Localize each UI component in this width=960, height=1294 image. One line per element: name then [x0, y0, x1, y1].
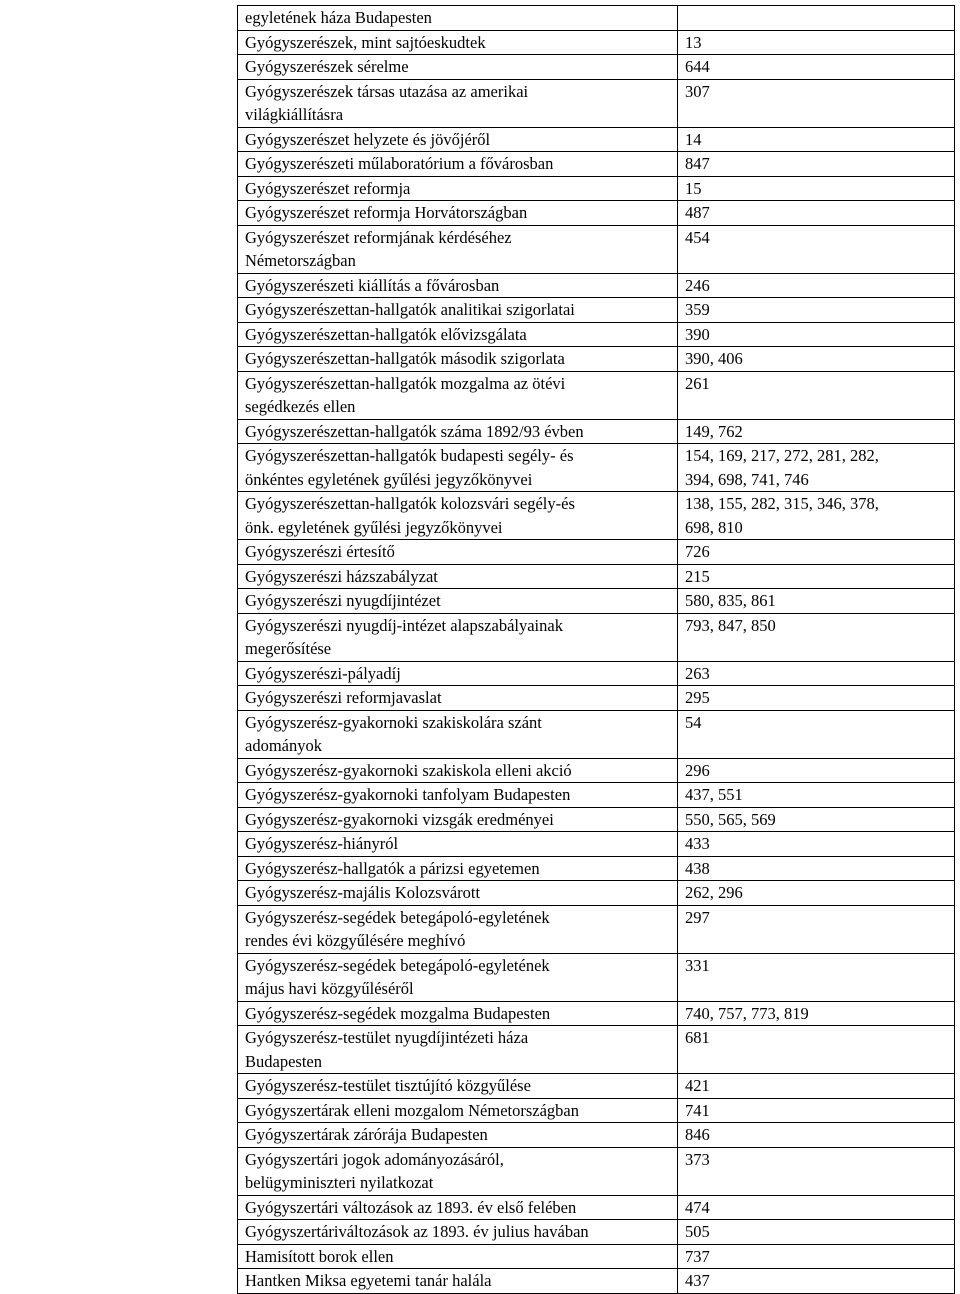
entry-pages: 154, 169, 217, 272, 281, 282, 394, 698, 741, 746 [678, 444, 955, 492]
entry-pages: 433 [678, 832, 955, 857]
entry-pages: 740, 757, 773, 819 [678, 1001, 955, 1026]
entry-title: Gyógyszerészet reformja [238, 176, 678, 201]
entry-pages: 149, 762 [678, 419, 955, 444]
table-row [238, 613, 955, 661]
table-row [238, 176, 955, 201]
entry-pages: 550, 565, 569 [678, 807, 955, 832]
entry-pages: 505 [678, 1220, 955, 1245]
entry-pages: 295 [678, 686, 955, 711]
table-row [238, 758, 955, 783]
entry-title: Gyógyszertáriváltozások az 1893. év julius havában [238, 1220, 678, 1245]
entry-title: Gyógyszerészet reformja Horvátországban [238, 201, 678, 226]
table-row [238, 419, 955, 444]
table-row [238, 953, 955, 1001]
entry-pages: 262, 296 [678, 881, 955, 906]
entry-title: Gyógyszerészi házszabályzat [238, 564, 678, 589]
entry-pages: 390 [678, 322, 955, 347]
table-row [238, 1123, 955, 1148]
entry-title: Gyógyszertárak zárórája Budapesten [238, 1123, 678, 1148]
entry-pages: 847 [678, 152, 955, 177]
table-row [238, 881, 955, 906]
table-row [238, 1220, 955, 1245]
entry-title: Gyógyszerész-hallgatók a párizsi egyetemen [238, 856, 678, 881]
entry-title: Gyógyszerész-segédek betegápoló-egyletének május havi közgyűléséről [238, 953, 678, 1001]
entry-pages: 421 [678, 1074, 955, 1099]
entry-pages: 454 [678, 225, 955, 273]
table-row [238, 807, 955, 832]
entry-title: Gyógyszerészet helyzete és jövőjéről [238, 127, 678, 152]
table-row [238, 79, 955, 127]
table-row [238, 905, 955, 953]
table-row [238, 856, 955, 881]
index-table [237, 5, 955, 1294]
entry-pages: 474 [678, 1195, 955, 1220]
entry-pages: 261 [678, 371, 955, 419]
entry-pages: 263 [678, 661, 955, 686]
entry-title: Gyógyszerészettan-hallgatók kolozsvári segély-és önk. egyletének gyűlési jegyzőkönyvei [238, 492, 678, 540]
entry-pages: 741 [678, 1098, 955, 1123]
table-row [238, 1195, 955, 1220]
entry-pages: 246 [678, 273, 955, 298]
table-row [238, 589, 955, 614]
table-row [238, 298, 955, 323]
entry-title: Gyógyszerészi nyugdíj-intézet alapszabályainak megerősítése [238, 613, 678, 661]
entry-title: Gyógyszerészettan-hallgatók második szigorlata [238, 347, 678, 372]
entry-pages: 846 [678, 1123, 955, 1148]
table-row [238, 1098, 955, 1123]
table-row [238, 322, 955, 347]
entry-pages: 437 [678, 1269, 955, 1294]
table-row [238, 710, 955, 758]
table-row [238, 347, 955, 372]
entry-pages: 644 [678, 55, 955, 80]
entry-title: Gyógyszerészettan-hallgatók budapesti segély- és önkéntes egyletének gyűlési jegyzőkönyvei [238, 444, 678, 492]
entry-pages: 737 [678, 1244, 955, 1269]
entry-title: Gyógyszerész-gyakornoki vizsgák eredményei [238, 807, 678, 832]
entry-title: Gyógyszerészeti műlaboratórium a fővárosban [238, 152, 678, 177]
entry-pages: 307 [678, 79, 955, 127]
entry-pages: 14 [678, 127, 955, 152]
table-row [238, 127, 955, 152]
entry-pages: 138, 155, 282, 315, 346, 378, 698, 810 [678, 492, 955, 540]
table-row [238, 686, 955, 711]
entry-title: Gyógyszerészeti kiállítás a fővárosban [238, 273, 678, 298]
entry-title: Gyógyszertári változások az 1893. év első felében [238, 1195, 678, 1220]
entry-pages: 297 [678, 905, 955, 953]
table-row [238, 1074, 955, 1099]
table-row [238, 1026, 955, 1074]
entry-pages: 331 [678, 953, 955, 1001]
entry-title: Gyógyszerész-testület tisztújító közgyűlése [238, 1074, 678, 1099]
entry-pages: 296 [678, 758, 955, 783]
table-row [238, 6, 955, 31]
entry-title: Gyógyszerészi értesítő [238, 540, 678, 565]
table-row [238, 201, 955, 226]
entry-pages: 487 [678, 201, 955, 226]
entry-title: Gyógyszerészek társas utazása az amerikai világkiállításra [238, 79, 678, 127]
table-row [238, 1269, 955, 1294]
entry-pages: 215 [678, 564, 955, 589]
entry-title: Gyógyszertári jogok adományozásáról, belügyminiszteri nyilatkozat [238, 1147, 678, 1195]
entry-title: Gyógyszerészek, mint sajtóeskudtek [238, 30, 678, 55]
entry-title: Hamisított borok ellen [238, 1244, 678, 1269]
index-table-body [238, 6, 955, 1294]
entry-pages: 373 [678, 1147, 955, 1195]
entry-title: Gyógyszerész-gyakornoki tanfolyam Budapesten [238, 783, 678, 808]
table-row [238, 783, 955, 808]
table-row [238, 832, 955, 857]
entry-title: Gyógyszerész-segédek betegápoló-egyletének rendes évi közgyűlésére meghívó [238, 905, 678, 953]
entry-pages: 359 [678, 298, 955, 323]
entry-pages: 726 [678, 540, 955, 565]
entry-title: Gyógyszerész-testület nyugdíjintézeti háza Budapesten [238, 1026, 678, 1074]
entry-title: Gyógyszerészet reformjának kérdéséhez Németországban [238, 225, 678, 273]
entry-title: Gyógyszerész-hiányról [238, 832, 678, 857]
table-row [238, 1147, 955, 1195]
entry-title: Gyógyszerészi nyugdíjintézet [238, 589, 678, 614]
entry-pages: 15 [678, 176, 955, 201]
entry-title: Gyógyszerész-majális Kolozsvárott [238, 881, 678, 906]
table-row [238, 225, 955, 273]
entry-pages [678, 6, 955, 31]
table-row [238, 273, 955, 298]
entry-title: Gyógyszerész-gyakornoki szakiskola elleni akció [238, 758, 678, 783]
table-row [238, 1001, 955, 1026]
table-row [238, 30, 955, 55]
entry-pages: 681 [678, 1026, 955, 1074]
table-row [238, 1244, 955, 1269]
table-row [238, 444, 955, 492]
entry-pages: 54 [678, 710, 955, 758]
entry-pages: 13 [678, 30, 955, 55]
entry-pages: 438 [678, 856, 955, 881]
entry-title: Gyógyszerészek sérelme [238, 55, 678, 80]
entry-title: Gyógyszerészettan-hallgatók száma 1892/93 évben [238, 419, 678, 444]
table-row [238, 371, 955, 419]
entry-title: Gyógyszerészi-pályadíj [238, 661, 678, 686]
table-row [238, 564, 955, 589]
entry-title: Gyógyszerészi reformjavaslat [238, 686, 678, 711]
entry-title: Gyógyszertárak elleni mozgalom Németországban [238, 1098, 678, 1123]
entry-title: Hantken Miksa egyetemi tanár halála [238, 1269, 678, 1294]
entry-pages: 390, 406 [678, 347, 955, 372]
table-row [238, 492, 955, 540]
entry-title: Gyógyszerészettan-hallgatók elővizsgálata [238, 322, 678, 347]
entry-pages: 793, 847, 850 [678, 613, 955, 661]
entry-pages: 580, 835, 861 [678, 589, 955, 614]
entry-title: Gyógyszerész-gyakornoki szakiskolára szánt adományok [238, 710, 678, 758]
table-row [238, 661, 955, 686]
entry-title: egyletének háza Budapesten [238, 6, 678, 31]
entry-title: Gyógyszerész-segédek mozgalma Budapesten [238, 1001, 678, 1026]
entry-title: Gyógyszerészettan-hallgatók mozgalma az ötévi segédkezés ellen [238, 371, 678, 419]
entry-title: Gyógyszerészettan-hallgatók analitikai szigorlatai [238, 298, 678, 323]
table-row [238, 152, 955, 177]
entry-pages: 437, 551 [678, 783, 955, 808]
table-row [238, 55, 955, 80]
table-row [238, 540, 955, 565]
